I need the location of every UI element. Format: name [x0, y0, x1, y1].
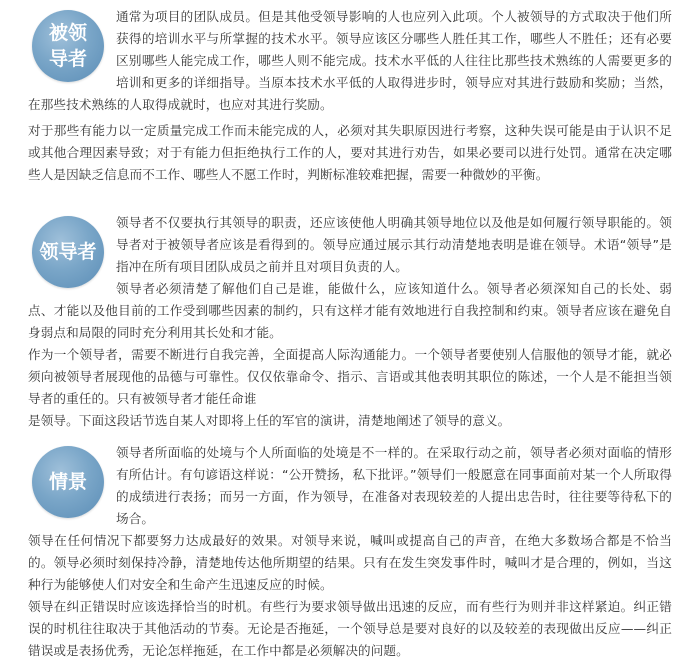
paragraph: 通常为项目的团队成员。但是其他受领导影响的人也应列入此项。个人被领导的方式取决于他们所获得的培训水平与所掌握的技术水平。领导应该区分哪些人胜任其工作，哪些人不胜任；还有必要区别哪些人能完成工作，哪些人则不能完成。技术水平低的人往往比那些技术熟练的人需要更多的培训和更多的详细指导。当原本技术水平低的人取得进步时，领导应对其进行鼓励和奖励；当然，在那些技术熟练的人取得成就时，也应对其进行奖励。 [28, 9, 672, 112]
badge-line: 被领 [48, 22, 87, 44]
paragraph: 领导者必须清楚了解他们自己是谁，能做什么，应该知道什么。领导者必须深知自己的长处、弱点、才能以及他目前的工作受到哪些因素的制约，只有这样才能有效地进行自我控制和约束。领导者应该在避免自身弱点和局限的同时充分利用其长处和才能。 [28, 281, 672, 340]
paragraph: 领导在任何情况下都要努力达成最好的效果。对领导来说，喊叫或提高自己的声音，在绝大多数场合都是不恰当的。领导必须时刻保持冷静，清楚地传达他所期望的结果。只有在发生突发事件时，喊叫才是合理的，例如，当这种行为能够使人们对安全和生命产生迅速反应的时候。 [28, 533, 672, 592]
badge-line: 导者 [48, 48, 87, 70]
paragraph: 领导者所面临的处境与个人所面临的处境是不一样的。在采取行动之前，领导者必须对面临的情形有所估计。有句谚语这样说：“公开赞扬，私下批评。”领导们一般愿意在同事面前对某一个人所取得的成绩进行表扬；而另一方面，作为领导，在准备对表现较差的人提出忠告时，往往要等待私下的场合。 [116, 445, 672, 526]
badge-line: 情景 [48, 471, 87, 493]
badge-line: 领导者 [39, 241, 97, 263]
paragraph: 是领导。下面这段话节选自某人对即将上任的军官的演讲，清楚地阐述了领导的意义。 [28, 413, 511, 428]
paragraph: 领导在纠正错误时应该选择恰当的时机。有些行为要求领导做出迅速的反应，而有些行为则并非这样紧迫。纠正错误的时机往往取决于其他活动的节奏。无论是否拖延，一个领导总是要对良好的以及较差的表现做出反应——纠正错误或是表扬优秀，无论怎样拖延，在工作中都是必须解决的问题。 [28, 599, 672, 658]
section-badge-situation [32, 446, 104, 518]
paragraph: 对于那些有能力以一定质量完成工作而未能完成的人，必须对其失职原因进行考察，这种失误可能是由于认识不足或其他合理因素导致；对于有能力但拒绝执行工作的人，要对其进行劝告，如果必要司以进行处罚。通常在决定哪些人是因缺乏信息而不工作、哪些人不愿工作时，判断标准较难把握，需要一种微妙的平衡。 [28, 123, 672, 182]
paragraph: 领导者不仅要执行其领导的职责，还应该使他人明确其领导地位以及他是如何履行领导职能的。领导者对于被领导者应该是看得到的。领导应通过展示其行动清楚地表明是谁在领导。术语“领导”是指冲在所有项目团队成员之前并且对项目负责的人。 [116, 215, 672, 274]
section-badge-followers [32, 10, 104, 82]
section-badge-leader [32, 216, 104, 288]
paragraph: 作为一个领导者，需要不断进行自我完善，全面提高人际沟通能力。一个领导者要使别人信服他的领导才能，就必须向被领导者展现他的品德与可靠性。仅仅依靠命令、指示、言语或其他表明其职位的陈述，一个人是不能担当领导者的重任的。只有被领导者才能任命谁 [28, 347, 672, 406]
section-situation [28, 442, 672, 662]
section-followers [28, 6, 672, 186]
section-leader [28, 212, 672, 432]
